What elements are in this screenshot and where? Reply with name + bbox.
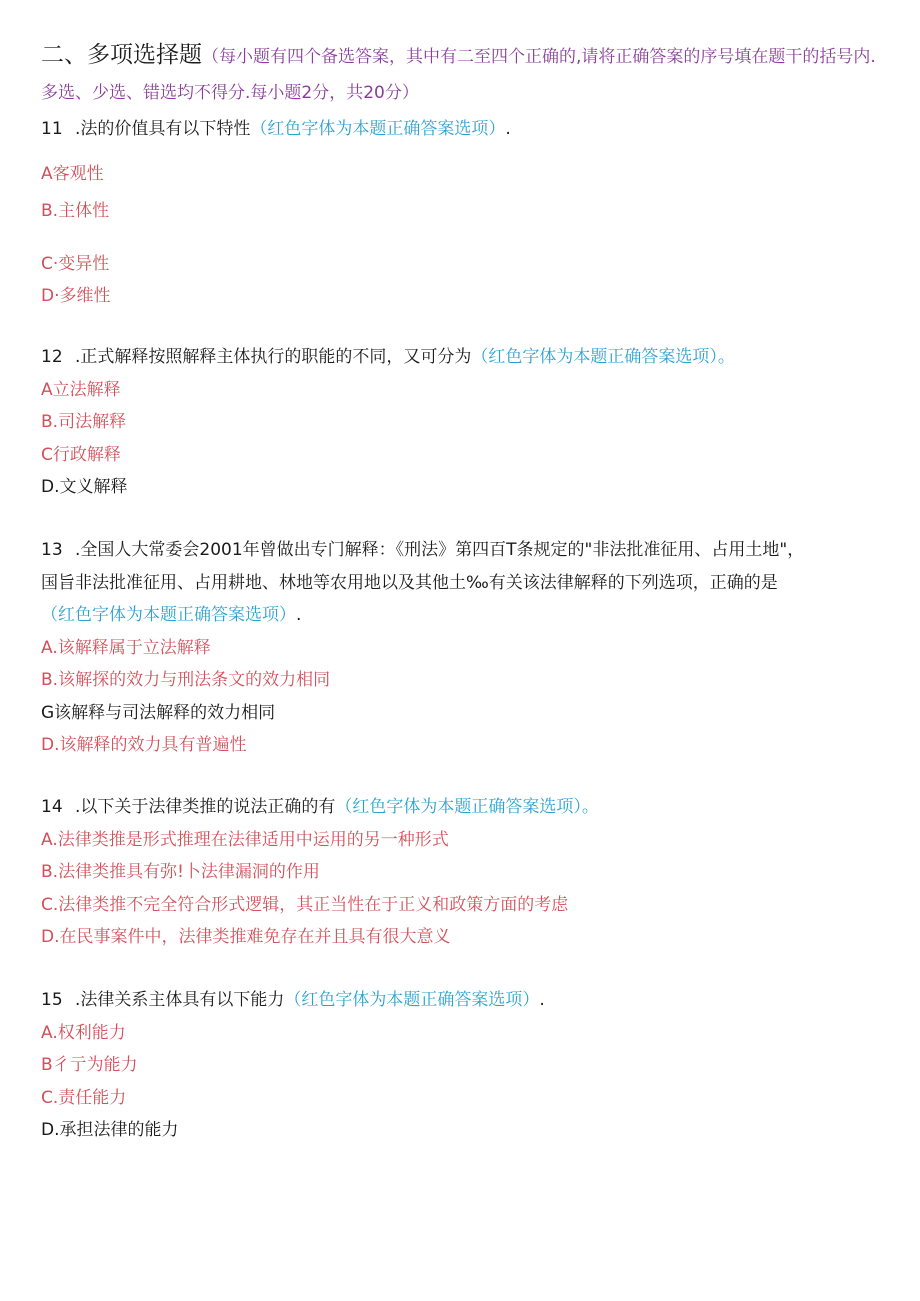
option-b: B彳亍为能力: [41, 1055, 138, 1075]
option-b: B.该解探的效力与刑法条文的效力相同: [41, 670, 331, 690]
answer-hint: （红色字体为本题正确答案选项）: [471, 347, 718, 367]
question-stem: [41, 791, 901, 824]
question-number: 11: [41, 119, 63, 139]
question-number: 12: [41, 347, 63, 367]
question-tail: 。: [717, 347, 735, 367]
question-stem: [41, 984, 901, 1017]
question-text: .法的价值具有以下特性: [75, 119, 251, 139]
question-text: .正式解释按照解释主体执行的职能的不同，又可分为: [75, 347, 472, 367]
option-b: B.司法解释: [41, 412, 127, 432]
answer-hint: （红色字体为本题正确答案选项）: [284, 990, 540, 1010]
question-12: [41, 341, 901, 504]
question-15: [41, 984, 901, 1147]
question-14: [41, 791, 901, 954]
question-13: [41, 534, 901, 762]
answer-hint: （红色字体为本题正确答案选项）: [41, 605, 296, 625]
question-tail: .: [505, 119, 511, 139]
question-text: .以下关于法律类推的说法正确的有: [75, 797, 336, 817]
section-title: 二、多项选择题: [41, 42, 202, 68]
option-d: D.承担法律的能力: [41, 1120, 179, 1140]
option-d: D.该解释的效力具有普遍性: [41, 735, 247, 755]
option-a: A立法解释: [41, 379, 121, 400]
question-stem: [41, 113, 901, 146]
option-c: C.责任能力: [41, 1087, 127, 1108]
option-a: A.权利能力: [41, 1022, 126, 1043]
option-d: D.在民事案件中，法律类推难免存在并且具有很大意义: [41, 927, 451, 947]
question-11: [41, 113, 901, 313]
section-instructions: （每小题有四个备选答案，其中有二至四个正确的,请将正确答案的序号填在题干的括号内.多选、少选、错选均不得分.每小题2分，共20分）: [41, 47, 876, 103]
question-number: 14: [41, 797, 63, 817]
option-b: B.法律类推具有弥!卜法律漏洞的作用: [41, 862, 320, 882]
answer-hint: （红色字体为本题正确答案选项）: [335, 797, 582, 817]
question-tail: 。: [581, 797, 599, 817]
section-heading: [41, 38, 881, 111]
option-a: A.法律类推是形式推理在法律适用中运用的另一种形式: [41, 829, 449, 850]
question-stem-line-2: [41, 567, 901, 600]
question-text: 国旨非法批准征用、占用耕地、林地等农用地以及其他土‰有关该法律解释的下列选项，正确的是: [41, 572, 778, 593]
question-number: 13: [41, 540, 63, 560]
option-d: D·多维性: [41, 286, 111, 306]
option-c: C行政解释: [41, 444, 121, 465]
question-tail: .: [296, 605, 302, 625]
option-d: D.文义解释: [41, 477, 128, 497]
option-c: C.法律类推不完全符合形式逻辑，其正当性在于正义和政策方面的考虑: [41, 894, 569, 915]
option-c: G该解释与司法解释的效力相同: [41, 702, 276, 723]
option-a: A客观性: [41, 163, 104, 184]
question-text: .法律关系主体具有以下能力: [75, 990, 285, 1010]
answer-hint: （红色字体为本题正确答案选项）: [250, 119, 506, 139]
option-a: A.该解释属于立法解释: [41, 637, 211, 658]
question-number: 15: [41, 990, 63, 1010]
question-tail: .: [539, 990, 545, 1010]
question-stem: [41, 341, 901, 374]
option-b: B.主体性: [41, 201, 110, 221]
question-text: .全国人大常委会2001年曾做出专门解释：《刑法》第四百T条规定的"非法批准征用、占用土地"，: [75, 540, 805, 560]
option-c: C·变异性: [41, 253, 110, 274]
question-stem-line-1: [41, 534, 901, 567]
question-stem-line-3: [41, 599, 901, 632]
